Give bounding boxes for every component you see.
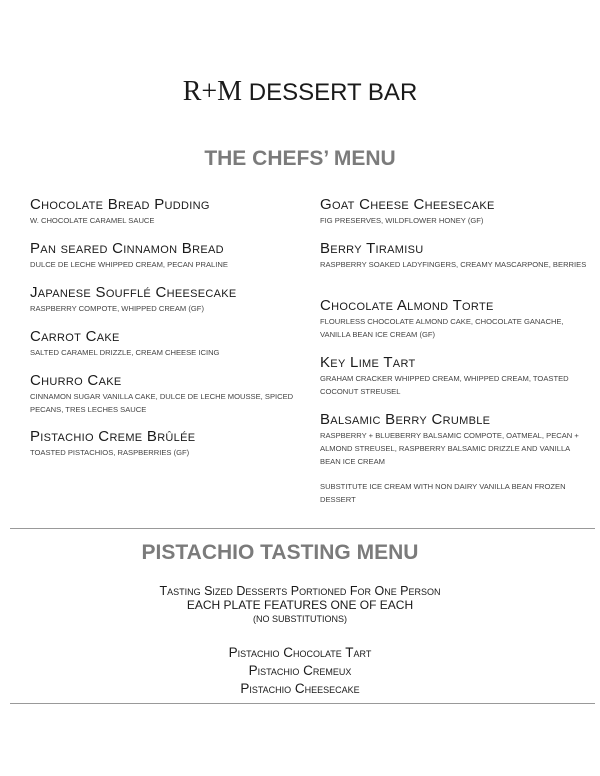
menu-item xyxy=(320,196,590,227)
item-desc: TOASTED PISTACHIOS, RASPBERRIES (GF) xyxy=(30,448,190,457)
logo-text: DESSERT BAR xyxy=(248,79,418,106)
item-name: Goat Cheese Cheesecake xyxy=(320,196,495,213)
dietary-note xyxy=(320,479,590,506)
item-name: Chocolate Bread Pudding xyxy=(30,196,210,213)
item-name: Pistachio Creme Brûlée xyxy=(30,428,196,445)
menu-item xyxy=(320,297,590,341)
menu-item xyxy=(30,284,300,315)
item-name: Churro Cake xyxy=(30,372,122,389)
item-name: Chocolate Almond Torte xyxy=(320,297,494,314)
item-name: Berry Tiramisu xyxy=(320,240,424,257)
tasting-info xyxy=(0,584,600,626)
tasting-items xyxy=(0,644,600,698)
tasting-item: Pistachio Cheesecake xyxy=(240,681,360,696)
tasting-menu-title: PISTACHIO TASTING MENU xyxy=(141,541,419,564)
item-desc: SALTED CARAMEL DRIZZLE, CREAM CHEESE ICING xyxy=(30,348,220,357)
item-name: Balsamic Berry Crumble xyxy=(320,411,491,428)
item-desc: FIG PRESERVES, WILDFLOWER HONEY (GF) xyxy=(320,216,484,225)
divider xyxy=(10,528,595,529)
menu-item xyxy=(30,428,300,459)
item-name: Key Lime Tart xyxy=(320,354,416,371)
item-name: Japanese Soufflé Cheesecake xyxy=(30,284,237,301)
item-desc: FLOURLESS CHOCOLATE ALMOND CAKE, CHOCOLATE GANACHE, VANILLA BEAN ICE CREAM (GF) xyxy=(320,317,564,339)
tasting-item: Pistachio Cremeux xyxy=(248,663,352,678)
item-name: Carrot Cake xyxy=(30,328,120,345)
item-desc: RASPBERRY COMPOTE, WHIPPED CREAM (GF) xyxy=(30,304,204,313)
menu-item xyxy=(30,240,300,271)
item-desc: RASPBERRY SOAKED LADYFINGERS, CREAMY MASCARPONE, BERRIES xyxy=(320,260,587,269)
item-name: Pan seared Cinnamon Bread xyxy=(30,240,224,257)
menu-item xyxy=(30,372,300,416)
menu-item xyxy=(320,240,590,271)
logo xyxy=(0,76,600,108)
note-text: SUBSTITUTE ICE CREAM WITH NON DAIRY VANILLA BEAN FROZEN DESSERT xyxy=(320,482,566,504)
chefs-menu-title: THE CHEFS’ MENU xyxy=(204,147,396,170)
tasting-line3: (NO SUBSTITUTIONS) xyxy=(253,614,347,624)
tasting-line1: Tasting Sized Desserts Portioned For One Person xyxy=(159,584,441,598)
menu-item xyxy=(30,196,300,227)
item-desc: W. CHOCOLATE CARAMEL SAUCE xyxy=(30,216,155,225)
divider xyxy=(10,703,595,704)
logo-mark: R+M xyxy=(182,76,243,107)
item-desc: DULCE DE LECHE WHIPPED CREAM, PECAN PRALINE xyxy=(30,260,228,269)
item-desc: CINNAMON SUGAR VANILLA CAKE, DULCE DE LECHE MOUSSE, SPICED PECANS, TRES LECHES SAUCE xyxy=(30,392,294,414)
tasting-item: Pistachio Chocolate Tart xyxy=(228,645,372,660)
item-desc: RASPBERRY + BLUEBERRY BALSAMIC COMPOTE, OATMEAL, PECAN + ALMOND STREUSEL, RASPBERRY BALSAMIC DRIZZLE AND VANILLA BEAN ICE CREAM xyxy=(320,431,579,466)
menu-item xyxy=(320,411,590,468)
menu-item xyxy=(320,354,590,398)
tasting-line2: EACH PLATE FEATURES ONE OF EACH xyxy=(186,598,414,612)
item-desc: GRAHAM CRACKER WHIPPED CREAM, WHIPPED CREAM, TOASTED COCONUT STREUSEL xyxy=(320,374,569,396)
menu-item xyxy=(30,328,300,359)
